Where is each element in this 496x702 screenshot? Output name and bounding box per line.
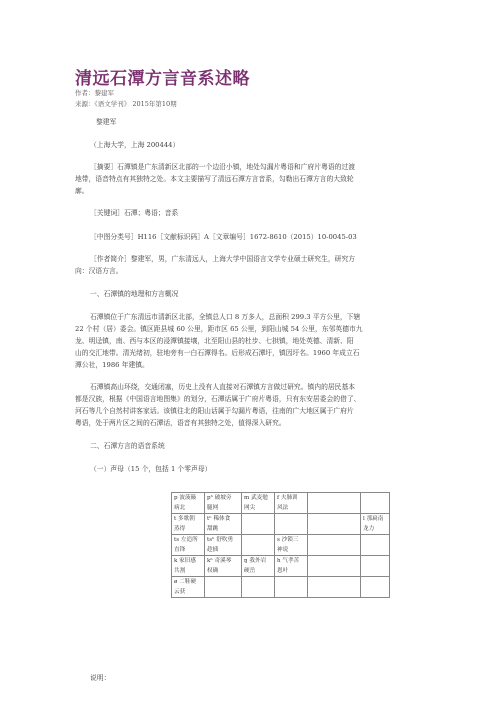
- section-1-para-1-line-2: 22 个村（居）委会。镇区距县城 60 公里，距市区 65 公里，到阳山城 54 公里，东邻英德市九: [75, 325, 363, 333]
- table-cell: pʰ 破坡旁: [205, 493, 242, 504]
- table-cell: [361, 566, 390, 577]
- section-1-heading: 一、石潭镇的地理和方言概况: [90, 290, 179, 298]
- table-row: [172, 577, 390, 588]
- notes-label: 说明：: [90, 674, 111, 682]
- affiliation: （上海大学，上海 200444）: [90, 141, 180, 149]
- table-cell: 神说: [275, 545, 308, 556]
- section-1-para-2-line-4: 粤语，处于两片区之间的石潭话，语音有其独特之处，值得深入研究。: [75, 419, 286, 427]
- table-cell: [308, 493, 361, 504]
- table-cell: 恩叶: [275, 566, 308, 577]
- table-cell: [308, 514, 361, 525]
- table-cell: m 武麦勉: [242, 493, 275, 504]
- author-bio-line-1: ［作者简介］黎建军，男，广东清远人，上海大学中国语言文学专业硕士研究生，研究方: [90, 255, 356, 263]
- subsection-1-heading: （一）声母（15 个，包括 1 个零声母）: [90, 465, 212, 473]
- table-row: [172, 493, 390, 504]
- table-cell: 甜跳: [205, 524, 242, 535]
- table-cell: ts 左追所: [172, 535, 205, 546]
- table-row: [172, 587, 390, 598]
- table-row: [172, 503, 390, 514]
- table-cell: 权确: [205, 566, 242, 577]
- table-cell: [242, 587, 275, 598]
- table-cell: h 气孝苦: [275, 556, 308, 567]
- table-cell: 共割: [172, 566, 205, 577]
- table-cell: 腿网: [205, 503, 242, 514]
- table-cell: tʰ 稀体食: [205, 514, 242, 525]
- table-row: [172, 535, 390, 546]
- table-cell: t 多歌朝: [172, 514, 205, 525]
- table-cell: [308, 577, 361, 588]
- classification: ［中图分类号］H116［文献标识码］A［文章编号］1672-8610（2015）10-0045-03: [90, 233, 357, 241]
- table-cell: 风法: [275, 503, 308, 514]
- table-cell: f 夫肺训: [275, 493, 308, 504]
- table-cell: [242, 577, 275, 588]
- table-cell: [308, 556, 361, 567]
- table-cell: [242, 545, 275, 556]
- table-cell: [242, 524, 275, 535]
- abstract-line-2: 地带，语音特点有其独特之处。本文主要描写了清远石潭方言音系，勾勒出石潭方言的大致轮: [75, 175, 354, 183]
- table-cell: [242, 514, 275, 525]
- article-author: 作者：黎建军: [75, 89, 114, 97]
- table-row: [172, 566, 390, 577]
- table-cell: 蒸得: [172, 524, 205, 535]
- author-name: 黎建军: [96, 118, 117, 126]
- table-cell: ŋ 我外岩: [242, 556, 275, 567]
- abstract-line-1: ［摘要］石潭镇是广东清新区北部的一个边沿小镇，地处勾漏片粤语和广府片粤语的过渡: [90, 163, 356, 171]
- table-cell: [361, 535, 390, 546]
- table-cell: 硬岳: [242, 566, 275, 577]
- table-cell: [275, 524, 308, 535]
- table-cell: tsʰ 舒吹勇: [205, 535, 242, 546]
- table-row: [172, 556, 390, 567]
- section-1-para-2-line-1: 石潭镇高山环绕，交通闭塞，历史上没有人直接对石潭镇方言做过研究。镇内的居民基本: [90, 383, 356, 391]
- article-source: 来源：《语文学刊》 2015年第10期: [75, 100, 177, 108]
- table-cell: 网尖: [242, 503, 275, 514]
- section-1-para-2-line-2: 都是汉族，根据《中国语言地图集》的划分，石潭话属于广府片粤语，只有东安居委会的借了、: [75, 395, 361, 403]
- table-cell: 直锋: [172, 545, 205, 556]
- table-row: [172, 524, 390, 535]
- section-1-para-1-line-4: 山的交汇地带。清光绪初，驻地旁有一白石潭得名。后形成石潭圩，镇因圩名。1960 年成立石: [75, 349, 360, 357]
- table-cell: 云获: [172, 587, 205, 598]
- table-cell: ø 二鞋硬: [172, 577, 205, 588]
- article-title: 清远石潭方言音系述略: [75, 69, 250, 89]
- table-cell: [361, 493, 390, 504]
- table-cell: [361, 587, 390, 598]
- table-cell: [361, 545, 390, 556]
- table-cell: [275, 514, 308, 525]
- table-cell: [361, 556, 390, 567]
- keywords: ［关键词］石潭；粤语；音系: [90, 209, 179, 217]
- table-cell: [308, 535, 361, 546]
- table-cell: [308, 566, 361, 577]
- table-cell: [361, 503, 390, 514]
- table-cell: [205, 577, 242, 588]
- table-cell: s 沙锁三: [275, 535, 308, 546]
- table-cell: p 波菠簸: [172, 493, 205, 504]
- table-row: [172, 514, 390, 525]
- table-cell: [275, 587, 308, 598]
- table-cell: 病北: [172, 503, 205, 514]
- table-cell: k 家旧感: [172, 556, 205, 567]
- abstract-line-3: 廓。: [75, 187, 89, 195]
- table-cell: [308, 503, 361, 514]
- section-1-para-1-line-1: 石潭镇位于广东清远市清新区北部，全镇总人口 8 万多人，总面积 299.3 平方公里，下辖: [90, 313, 361, 321]
- table-cell: l 那扁南: [361, 514, 390, 525]
- section-1-para-2-line-3: 河石等几个自然村讲客家话。该镇往北的阳山话属于勾漏片粤语，往南的广大地区属于广府片: [75, 407, 354, 415]
- table-row: [172, 545, 390, 556]
- table-cell: [275, 577, 308, 588]
- table-cell: kʰ 奇溪琴: [205, 556, 242, 567]
- table-cell: [308, 587, 361, 598]
- table-cell: [242, 535, 275, 546]
- table-cell: 龙力: [361, 524, 390, 535]
- section-1-para-1-line-5: 潭公社，1986 年建镇。: [75, 361, 149, 369]
- author-bio-line-2: 向：汉语方言。: [75, 267, 123, 275]
- table-cell: 趁插: [205, 545, 242, 556]
- table-cell: [308, 524, 361, 535]
- table-cell: [308, 545, 361, 556]
- section-2-heading: 二、石潭方言的语音系统: [90, 442, 165, 450]
- section-1-para-1-line-3: 龙、明迳镇，南、西与本区的浸潭镇接壤，北至阳山县的杜步、七拱镇，地处英德、清新、阳: [75, 337, 354, 345]
- table-cell: [205, 587, 242, 598]
- table-cell: [361, 577, 390, 588]
- initials-table: [171, 492, 390, 598]
